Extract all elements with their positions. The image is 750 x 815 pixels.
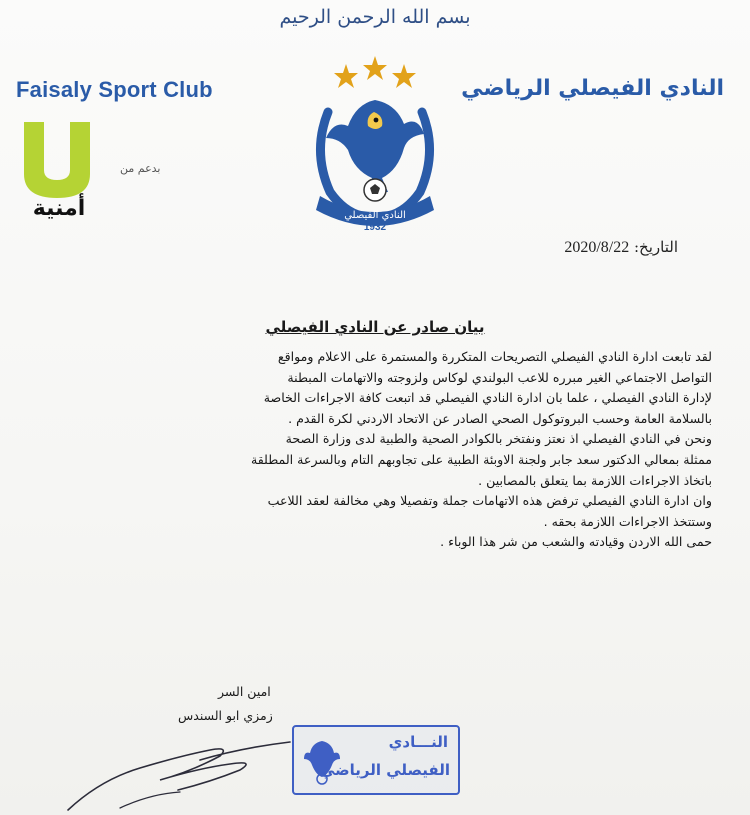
stamp-line-1: النـــادي [388,733,448,751]
statement-line: وستتخذ الاجراءات اللازمة بحقه . [543,513,712,529]
basmala-heading: بسم الله الرحمن الرحيم [279,6,471,28]
statement-line: لإدارة النادي الفيصلي ، علما بان ادارة النادي الفيصلي قد اتبعت كافة الاجراءات الخاصة [263,390,712,406]
sponsor-name: أمنية [32,196,86,221]
date-value: 2020/8/22 [564,239,630,256]
statement-body [62,347,712,553]
handwritten-signature-icon [60,720,300,815]
signatory-name: زمزي ابو السندس [178,708,273,723]
statement-title: بيان صادر عن النادي الفيصلي [265,318,485,336]
statement-line: ممثلة بمعالي الدكتور سعد جابر ولجنة الاوبئة الطبية على تجاوبهم التام وبالسرعة المطلقة [250,451,712,467]
crest-year: 1932 [363,222,387,232]
statement-line: لقد تابعت ادارة النادي الفيصلي التصريحات المتكررة والمستمرة على الاعلام ومواقع [277,349,712,364]
date-line [564,238,678,257]
supported-by-label: بدعم من [120,162,161,175]
signatory-title: امين السر [218,684,271,699]
statement-line: بالسلامة العامة وحسب البروتوكول الصحي الصادر عن الاتحاد الاردني لكرة القدم . [288,410,712,426]
statement-line: وان ادارة النادي الفيصلي ترفض هذه الاتهامات جملة وتفصيلا وهي مخالفة لعقد اللاعب [267,493,712,509]
statement-line: التواصل الاجتماعي الغير مبرره للاعب البولندي لوكاس ولزوجته والاتهامات المبطنة [287,369,712,385]
stamp-line-2: الفيصلي الرياضي [319,761,450,779]
statement-line: باتخاذ الاجراءات اللازمة بما يتعلق بالمصابين . [478,472,712,488]
statement-line: ونحن في النادي الفيصلي اذ نعتز ونفتخر بالكوادر الصحية والطبية لدى وزارة الصحة [285,431,712,447]
date-label: التاريخ: [634,238,678,256]
club-crest-icon [300,52,450,232]
crest-banner-text: النادي الفيصلي [344,210,406,221]
statement-line: حمى الله الاردن وقيادته والشعب من شر هذا الوباء . [440,534,712,550]
club-name-arabic: النادي الفيصلي الرياضي [461,76,724,101]
club-name-english: Faisaly Sport Club [16,77,213,102]
official-stamp [292,725,460,795]
